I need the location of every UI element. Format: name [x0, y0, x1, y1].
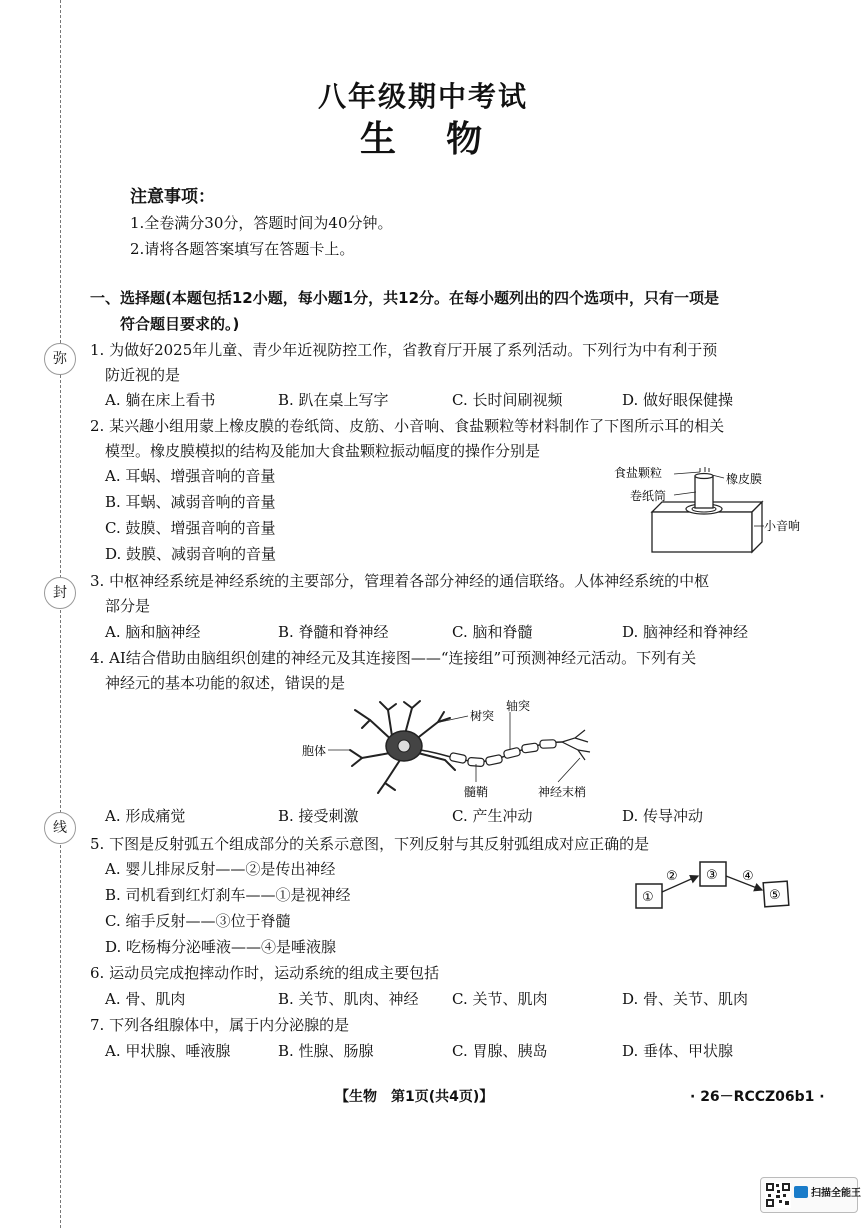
- q3-stem: 3. 中枢神经系统是神经系统的主要部分，管理着各部分神经的通信联络。人体神经系统的中枢: [90, 572, 710, 590]
- exam-title: 八年级期中考试: [318, 80, 529, 113]
- paper-code: · 26－RCCZ06b1 ·: [690, 1089, 825, 1105]
- q3-option-c: C. 脑和脊髓: [452, 623, 533, 641]
- q7-option-a: A. 甲状腺、唾液腺: [105, 1042, 231, 1060]
- scanner-name: 扫描全能王: [811, 1188, 861, 1199]
- arc-label-3: ③: [706, 868, 718, 883]
- q7-option-b: B. 性腺、肠腺: [278, 1042, 374, 1060]
- arc-label-1: ①: [642, 890, 654, 905]
- q4-option-d: D. 传导冲动: [622, 807, 704, 825]
- seal-char-xian: 线: [44, 812, 76, 844]
- arc-label-4: ④: [742, 869, 754, 884]
- label-axon: 轴突: [506, 699, 531, 713]
- q7-stem: 7. 下列各组腺体中，属于内分泌腺的是: [90, 1016, 350, 1034]
- seal-char-feng: 封: [44, 577, 76, 609]
- q1-option-d: D. 做好眼保健操: [622, 391, 734, 409]
- neuron-figure: [300, 698, 610, 802]
- label-salt: 食盐颗粒: [614, 466, 663, 480]
- q4-option-c: C. 产生冲动: [452, 807, 533, 825]
- q3-option-a: A. 脑和脑神经: [105, 623, 201, 641]
- q1-stem: 1. 为做好2025年儿童、青少年近视防控工作，省教育厅开展了系列活动。下列行为中有利于预: [90, 341, 718, 359]
- seal-dashed-line: [60, 0, 61, 1228]
- label-speaker: 小音响: [764, 519, 801, 533]
- notice-heading: 注意事项：: [130, 187, 215, 207]
- subject-title: 生 物: [360, 118, 483, 160]
- label-rubber-membrane: 橡皮膜: [726, 472, 763, 486]
- q5-option-a: A. 婴儿排尿反射——②是传出神经: [105, 860, 336, 878]
- label-myelin: 髓鞘: [464, 785, 489, 799]
- q4-stem: 4. AI结合借助由脑组织创建的神经元及其连接图——“连接组”可预测神经元活动。下列有关: [90, 649, 697, 667]
- seal-char-mi: 弥: [44, 343, 76, 375]
- q2-option-d: D. 鼓膜、减弱音响的音量: [105, 545, 277, 563]
- cs-logo-icon: [794, 1186, 808, 1198]
- q6-option-d: D. 骨、关节、肌肉: [622, 990, 749, 1008]
- q6-option-b: B. 关节、肌肉、神经: [278, 990, 419, 1008]
- reflex-arc-figure: [630, 856, 790, 916]
- q7-option-d: D. 垂体、甲状腺: [622, 1042, 734, 1060]
- q2-stem: 2. 某兴趣小组用蒙上橡皮膜的卷纸筒、皮筋、小音响、食盐颗粒等材料制作了下图所示耳的相关: [90, 417, 725, 435]
- label-nerve-ending: 神经末梢: [538, 785, 587, 799]
- q2-option-a: A. 耳蜗、增强音响的音量: [105, 467, 276, 485]
- q5-stem: 5. 下图是反射弧五个组成部分的关系示意图，下列反射与其反射弧组成对应正确的是: [90, 835, 650, 853]
- q2-stem-2: 模型。橡皮膜模拟的结构及能加大食盐颗粒振动幅度的操作分别是: [105, 442, 541, 460]
- section-1-heading-line2: 符合题目要求的。): [120, 315, 240, 333]
- q1-option-a: A. 躺在床上看书: [105, 391, 216, 409]
- q3-option-d: D. 脑神经和脊神经: [622, 623, 749, 641]
- q1-stem-2: 防近视的是: [105, 366, 181, 384]
- notice-item-2: 2.请将各题答案填写在答题卡上。: [130, 240, 355, 258]
- q2-option-c: C. 鼓膜、增强音响的音量: [105, 519, 276, 537]
- q3-stem-2: 部分是: [105, 597, 151, 615]
- section-1-heading: 一、选择题(本题包括12小题，每小题1分，共12分。在每小题列出的四个选项中，只有一项是: [90, 289, 720, 307]
- q5-option-d: D. 吃杨梅分泌唾液——④是唾液腺: [105, 938, 337, 956]
- scanner-watermark: [760, 1177, 861, 1213]
- q2-option-b: B. 耳蜗、减弱音响的音量: [105, 493, 276, 511]
- q5-option-c: C. 缩手反射——③位于脊髓: [105, 912, 291, 930]
- q5-option-b: B. 司机看到红灯刹车——①是视神经: [105, 886, 351, 904]
- q1-option-b: B. 趴在桌上写字: [278, 391, 389, 409]
- q4-option-b: B. 接受刺激: [278, 807, 359, 825]
- q4-option-a: A. 形成痛觉: [105, 807, 186, 825]
- arc-label-2: ②: [666, 869, 678, 884]
- label-paper-tube: 卷纸筒: [630, 489, 667, 503]
- q6-option-c: C. 关节、肌肉: [452, 990, 548, 1008]
- qr-code-icon: [765, 1182, 791, 1208]
- notice-item-1: 1.全卷满分30分，答题时间为40分钟。: [130, 214, 393, 232]
- label-dendrite: 树突: [470, 709, 495, 723]
- q6-option-a: A. 骨、肌肉: [105, 990, 186, 1008]
- arc-label-5: ⑤: [769, 888, 781, 903]
- q1-option-c: C. 长时间刷视频: [452, 391, 563, 409]
- q6-stem: 6. 运动员完成抱摔动作时，运动系统的组成主要包括: [90, 964, 440, 982]
- q4-stem-2: 神经元的基本功能的叙述，错误的是: [105, 674, 346, 692]
- label-cell-body: 胞体: [302, 744, 327, 758]
- page-footer: 【生物 第1页(共4页)】: [335, 1089, 494, 1105]
- q3-option-b: B. 脊髓和脊神经: [278, 623, 389, 641]
- ear-model-figure: [612, 462, 801, 560]
- q7-option-c: C. 胃腺、胰岛: [452, 1042, 548, 1060]
